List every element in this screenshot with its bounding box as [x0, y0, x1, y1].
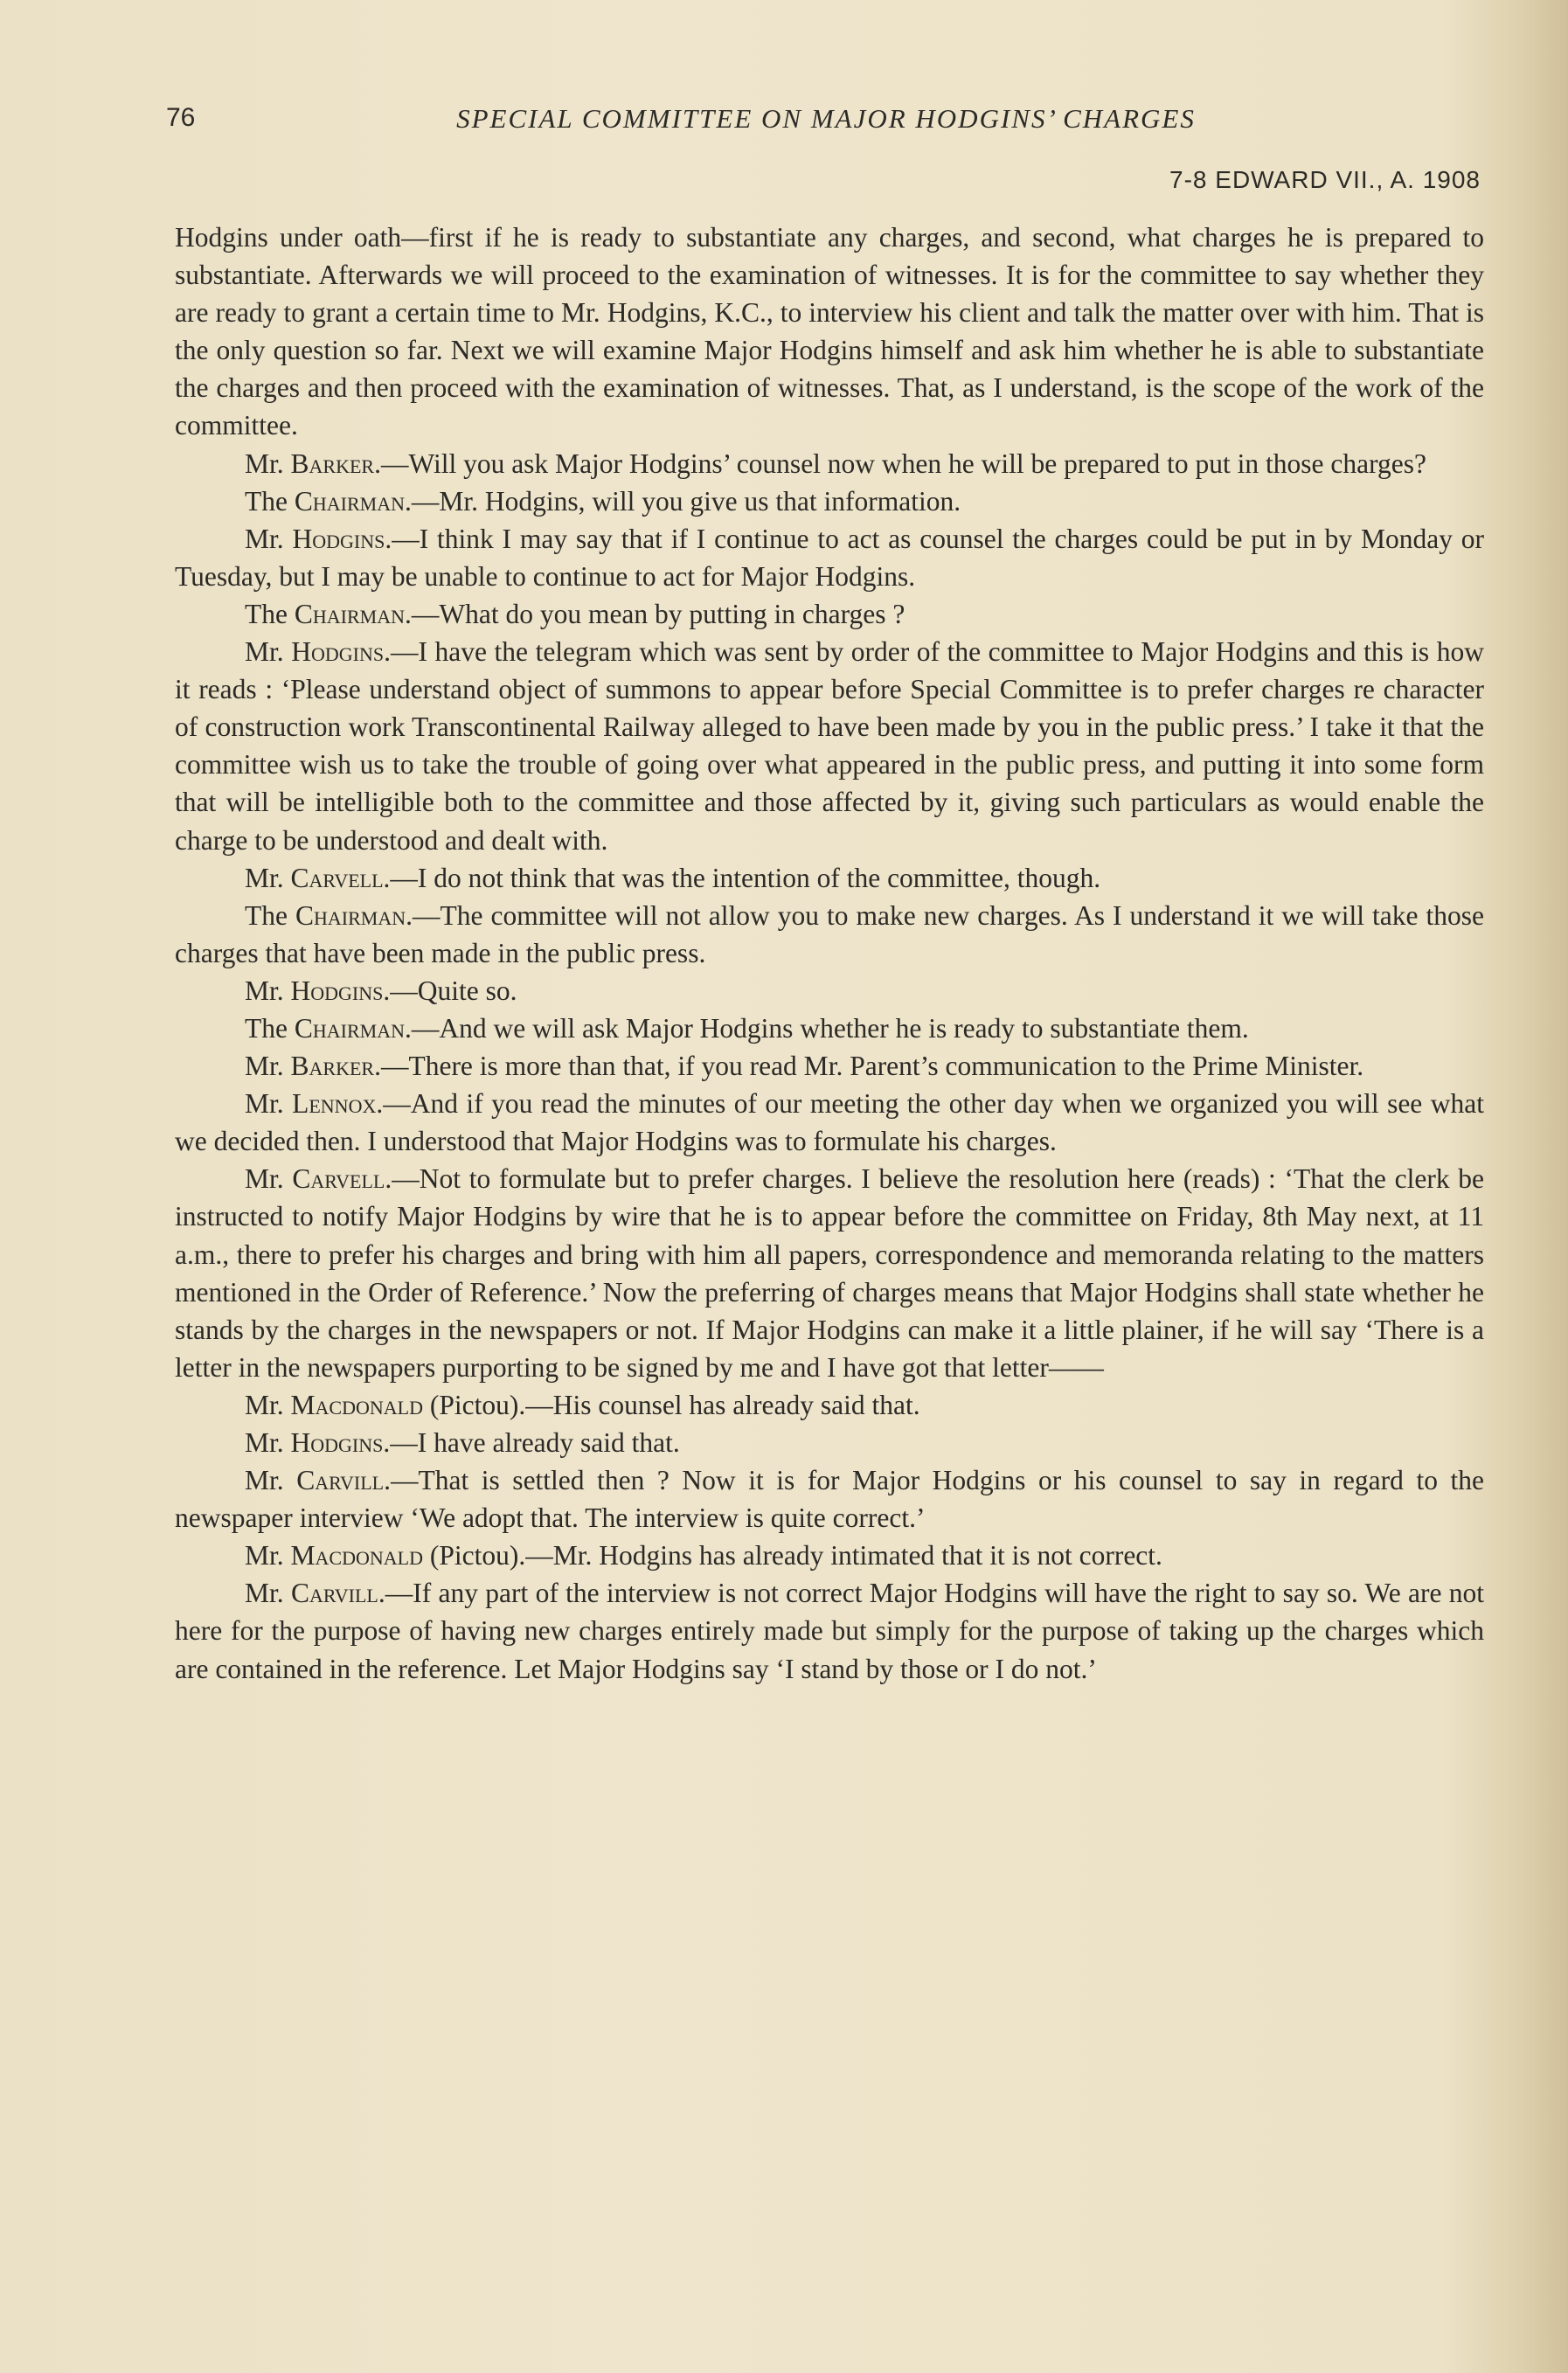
page-number: 76 — [166, 103, 196, 132]
speaker-title: Mr. — [245, 636, 292, 668]
speaker-name: Hodgins — [290, 975, 384, 1006]
running-title: SPECIAL COMMITTEE ON MAJOR HODGINS’ CHARGES — [456, 103, 1196, 134]
paragraph — [175, 972, 1484, 1010]
paragraph — [175, 445, 1484, 482]
paragraph — [175, 1160, 1484, 1386]
paragraph — [175, 1085, 1484, 1160]
speaker-name: Hodgins — [291, 636, 385, 668]
speaker-title: The — [245, 485, 295, 517]
paragraph-text: .—The committee will not allow you to make new charges. As I understand it we will take those charges that have been made in the public press. — [175, 899, 1484, 968]
paragraph-text: .—I have already said that. — [383, 1427, 680, 1458]
speaker-name: Chairman — [294, 485, 405, 517]
paragraph-text: .—What do you mean by putting in charges ? — [404, 598, 905, 629]
speaker-title: Mr. — [245, 448, 291, 479]
speaker-title: The — [245, 598, 295, 629]
paragraph-text: .—I have the telegram which was sent by order of the committee to Major Hodgins and this is how it reads : ‘Please understand object of summons to appear before Special Committee is to prefer charges re character of construction work Transcontinental Railway alleged to have been made by you in the public press.’ I take it that the committee wish us to take the trouble of going over what appeared in the public press, and putting it into some form that will be intelligible both to the committee and those affected by it, giving such particulars as would enable the charge to be understood and dealt with. — [175, 636, 1484, 856]
paragraph — [175, 1047, 1484, 1085]
speaker-name: Macdonald — [290, 1540, 423, 1572]
paragraph-text: (Pictou).—His counsel has already said that. — [422, 1389, 920, 1420]
paragraph — [175, 1574, 1484, 1687]
speaker-title: Mr. — [245, 1088, 293, 1120]
body-text — [175, 219, 1484, 1688]
speaker-name: Carvell — [292, 1163, 385, 1195]
speaker-title: Mr. — [245, 1389, 291, 1420]
speaker-title: Mr. — [245, 1427, 291, 1458]
paragraph — [175, 219, 1484, 445]
paragraph-text: Hodgins under oath—first if he is ready to substantiate any charges, and second, what charges he is prepared to substantiate. Afterwards we will proceed to the examination of witnesses. It is for the committee to say whether they are ready to grant a certain time to Mr. Hodgins, K.C., to interview his client and talk the matter over with him. That is the only question so far. Next we will examine Major Hodgins himself and ask him whether he is able to substantiate the charges and then proceed with the examination of witnesses. That, as I understand, is the scope of the work of the committee. — [175, 222, 1484, 441]
paragraph — [175, 897, 1484, 972]
paragraph — [175, 595, 1484, 633]
paragraph — [175, 1386, 1484, 1424]
speaker-name: Macdonald — [290, 1389, 423, 1420]
page-header — [166, 103, 1486, 147]
speaker-title: Mr. — [245, 1163, 293, 1195]
speaker-title: Mr. — [245, 862, 291, 893]
speaker-name: Hodgins — [290, 1427, 384, 1458]
paragraph-text: .—Not to formulate but to prefer charges. I believe the resolution here (reads) : ‘That the clerk be instructed to notify Major Hodgins by wire that he is to appear before the committee on Friday, 8th May next, at 11 a.m., there to prefer his charges and bring with him all papers, correspondence and memoranda relating to the matters mentioned in the Order of Reference.’ Now the preferring of charges means that Major Hodgins shall state whether he stands by the charges in the newspapers or not. If Major Hodgins can make it a little plainer, if he will say ‘There is a letter in the newspapers purporting to be signed by me and I have got that letter—— — [175, 1163, 1484, 1383]
speaker-title: Mr. — [245, 975, 291, 1006]
paragraph-text: .—Mr. Hodgins, will you give us that information. — [404, 485, 961, 517]
speaker-title: The — [245, 1012, 295, 1044]
speaker-title: Mr. — [245, 1540, 291, 1572]
speaker-title: The — [245, 899, 295, 931]
speaker-name: Chairman — [295, 899, 406, 931]
speaker-title: Mr. — [245, 1051, 291, 1082]
paragraph — [175, 520, 1484, 595]
paragraph — [175, 859, 1484, 897]
paragraph — [175, 1424, 1484, 1461]
paragraph-text: (Pictou).—Mr. Hodgins has already intimated that it is not correct. — [422, 1540, 1162, 1572]
speaker-name: Carvell — [290, 862, 384, 893]
paragraph-text: .—There is more than that, if you read Mr. Parent’s communication to the Prime Minister. — [374, 1051, 1364, 1082]
speaker-name: Hodgins — [292, 523, 385, 554]
speaker-title: Mr. — [245, 1578, 291, 1609]
paragraph-text: .—If any part of the interview is not correct Major Hodgins will have the right to say so. We are not here for the purpose of having new charges entirely made but simply for the purpose of taking up the charges which are contained in the reference. Let Major Hodgins say ‘I stand by those or I do not.’ — [175, 1578, 1485, 1684]
paragraph-text: .—Will you ask Major Hodgins’ counsel now when he will be prepared to put in those charges? — [374, 448, 1427, 479]
paragraph-text: .—I think I may say that if I continue to act as counsel the charges could be put in by Monday or Tuesday, but I may be unable to continue to act for Major Hodgins. — [175, 523, 1484, 592]
paragraph-text: .—Quite so. — [383, 975, 517, 1006]
speaker-name: Chairman — [294, 598, 405, 629]
paragraph — [175, 482, 1484, 520]
paragraph-text: .—And if you read the minutes of our meeting the other day when we organized you will see what we decided then. I understood that Major Hodgins was to formulate his charges. — [175, 1088, 1484, 1157]
speaker-name: Lennox — [292, 1088, 377, 1120]
speaker-title: Mr. — [245, 523, 293, 554]
paragraph-text: .—That is settled then ? Now it is for Major Hodgins or his counsel to say in regard to the newspaper interview ‘We adopt that. The interview is quite correct.’ — [175, 1465, 1484, 1534]
paragraph-text: .—And we will ask Major Hodgins whether he is ready to substantiate them. — [404, 1012, 1249, 1044]
paragraph — [175, 1010, 1484, 1047]
speaker-name: Chairman — [294, 1012, 405, 1044]
speaker-title: Mr. — [245, 1465, 297, 1496]
speaker-name: Carvill — [290, 1578, 378, 1609]
paragraph-text: .—I do not think that was the intention of the committee, though. — [383, 862, 1101, 893]
speaker-name: Barker — [290, 448, 375, 479]
paragraph — [175, 1537, 1484, 1574]
speaker-name: Carvill — [296, 1465, 385, 1496]
paragraph — [175, 633, 1484, 859]
paragraph — [175, 1461, 1484, 1537]
speaker-name: Barker — [290, 1051, 375, 1082]
session-reference: 7-8 EDWARD VII., A. 1908 — [1169, 166, 1481, 193]
